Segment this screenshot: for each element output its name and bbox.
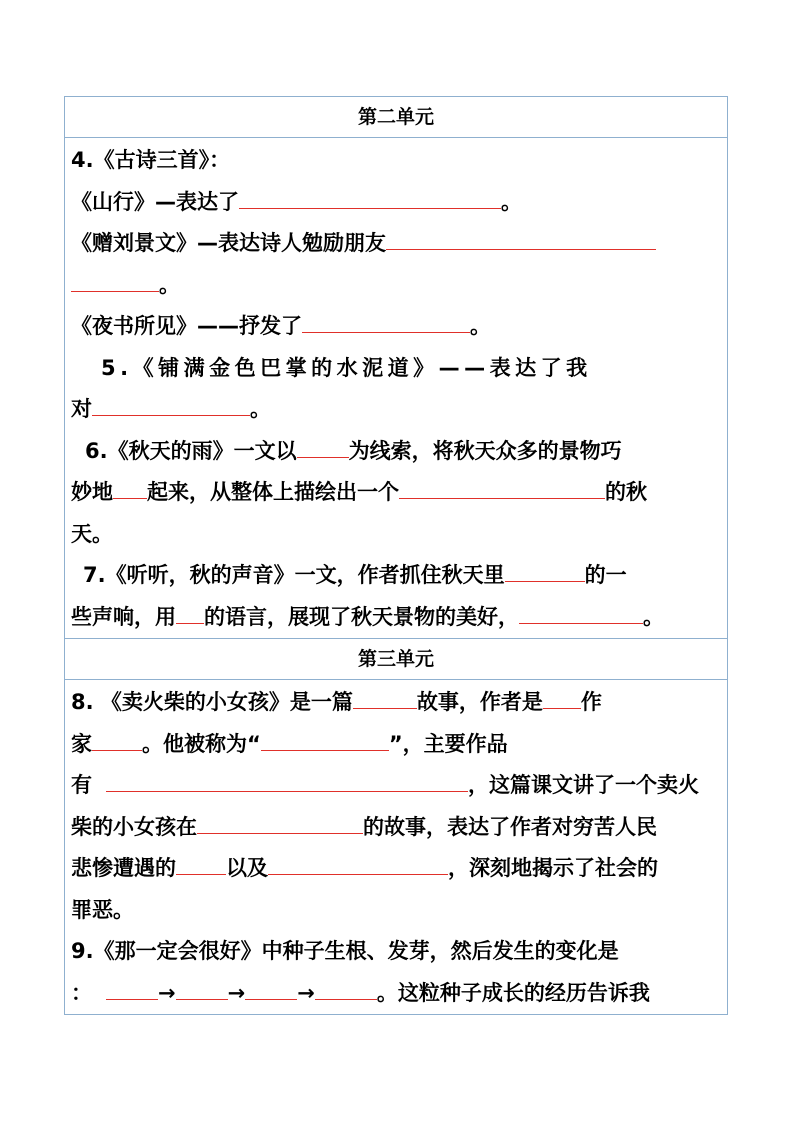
q6-text-d: 起来，从整体上描绘出一个	[147, 480, 399, 504]
q9-blank-3[interactable]	[245, 973, 297, 1000]
q8-text-a: 8. 《卖火柴的小女孩》是一篇	[71, 690, 353, 714]
q4-zeng-end: 。	[159, 272, 180, 297]
q5-blank[interactable]	[92, 389, 250, 416]
q4-yeshu-end: 。	[470, 314, 491, 338]
unit3-header: 第三单元	[65, 638, 727, 680]
q8-text-h: ，这篇课文讲了一个卖火	[468, 773, 699, 797]
q9-arrow-1: →	[158, 980, 176, 1005]
q4-title-line	[71, 140, 721, 182]
q5-text: 5.《铺满金色巴掌的水泥道》——表达了我	[101, 355, 592, 380]
q6-line	[71, 431, 721, 473]
q7-text-c: 些声响，用	[71, 604, 176, 629]
q9-arrow-2: →	[227, 980, 246, 1005]
q4-title: 4.《古诗三首》：	[71, 148, 231, 172]
q4-yeshu-line	[71, 306, 721, 348]
q5-line	[71, 348, 721, 390]
q4-shanxing-end: 。	[501, 189, 522, 214]
q7-line-2	[71, 597, 721, 639]
q8-text-l: 以及	[226, 856, 268, 880]
q4-zeng-blank[interactable]	[386, 223, 656, 250]
q7-text-a: 7.《听听，秋的声音》一文，作者抓住秋天里	[83, 563, 505, 587]
q8-line-6	[71, 890, 721, 932]
q5-dui: 对	[71, 397, 92, 421]
q8-text-m: ，深刻地揭示了社会的	[448, 856, 658, 880]
q6-line-3	[71, 514, 721, 556]
q4-zeng-blank-2[interactable]	[71, 265, 159, 292]
q8-blank-5[interactable]	[106, 765, 468, 792]
q9-blank-4[interactable]	[315, 973, 377, 1000]
q8-text-i: 柴的小女孩在	[71, 814, 197, 839]
q7-line	[71, 555, 721, 597]
q7-text-e: 。	[643, 604, 664, 629]
q7-blank-2[interactable]	[176, 597, 204, 624]
q8-text-g: 有	[71, 773, 92, 797]
q7-text-d: 的语言，展现了秋天景物的美好，	[204, 604, 519, 629]
q5-line-2	[71, 389, 721, 431]
q8-text-c: 作	[580, 690, 602, 714]
q8-text-b: 故事，作者是	[416, 690, 543, 714]
q8-blank-1[interactable]	[353, 682, 417, 709]
q4-zeng-text: 《赠刘景文》—表达诗人勉励朋友	[71, 231, 386, 255]
q7-blank-3[interactable]	[519, 597, 643, 624]
q8-text-e: 。他被称为“	[142, 731, 261, 756]
q6-text-f: 天。	[71, 521, 113, 546]
q4-zeng-line-2	[71, 265, 721, 307]
q9-blank-1[interactable]	[106, 973, 158, 1000]
q8-line-5	[71, 848, 721, 890]
q8-line	[71, 682, 721, 724]
q6-text-a: 6.《秋天的雨》一文以	[85, 438, 297, 463]
q8-text-k: 悲惨遭遇的	[71, 856, 176, 880]
q4-zeng-line	[71, 223, 721, 265]
q6-line-2	[71, 472, 721, 514]
q8-text-d: 家	[71, 731, 92, 756]
worksheet-table	[64, 96, 728, 1015]
q9-line	[71, 931, 721, 973]
q4-shanxing-line	[71, 182, 721, 224]
q8-blank-6[interactable]	[197, 807, 363, 834]
q8-line-3	[71, 765, 721, 807]
q6-blank-3[interactable]	[399, 472, 605, 499]
q8-text-j: 的故事，表达了作者对穷苦人民	[363, 814, 657, 839]
unit2-header: 第二单元	[65, 97, 727, 138]
unit2-body	[65, 138, 727, 638]
q8-blank-7[interactable]	[176, 848, 226, 875]
q8-blank-2[interactable]	[543, 682, 581, 709]
q9-arrow-3: →	[297, 980, 315, 1005]
q4-shanxing-blank[interactable]	[239, 182, 501, 209]
q5-end: 。	[250, 397, 271, 421]
q6-text-e: 的秋	[605, 480, 647, 504]
q9-line-2	[71, 973, 721, 1015]
q4-shanxing-text: 《山行》—表达了	[71, 189, 239, 214]
unit3-body	[65, 680, 727, 1014]
q8-blank-8[interactable]	[268, 848, 448, 875]
q4-yeshu-text: 《夜书所见》——抒发了	[71, 314, 302, 338]
q6-blank-1[interactable]	[297, 431, 349, 458]
q8-text-n: 罪恶。	[71, 897, 134, 922]
q6-blank-2[interactable]	[113, 472, 147, 499]
q8-line-4	[71, 807, 721, 849]
q9-text-c: 。这粒种子成长的经历告诉我	[376, 980, 650, 1005]
q4-yeshu-blank[interactable]	[302, 306, 470, 333]
q7-blank-1[interactable]	[505, 555, 585, 582]
q7-text-b: 的一	[584, 563, 627, 587]
q8-blank-3[interactable]	[92, 724, 142, 751]
q6-text-b: 为线索，将秋天众多的景物巧	[348, 438, 622, 463]
q9-colon: ：	[71, 980, 92, 1005]
q8-text-f: ”，主要作品	[388, 731, 508, 756]
q9-text-a: 9.《那一定会很好》中种子生根、发芽，然后发生的变化是	[71, 939, 619, 963]
q8-blank-4[interactable]	[261, 724, 389, 751]
q6-text-c: 妙地	[71, 480, 113, 504]
q8-line-2	[71, 724, 721, 766]
q9-blank-2[interactable]	[176, 973, 228, 1000]
